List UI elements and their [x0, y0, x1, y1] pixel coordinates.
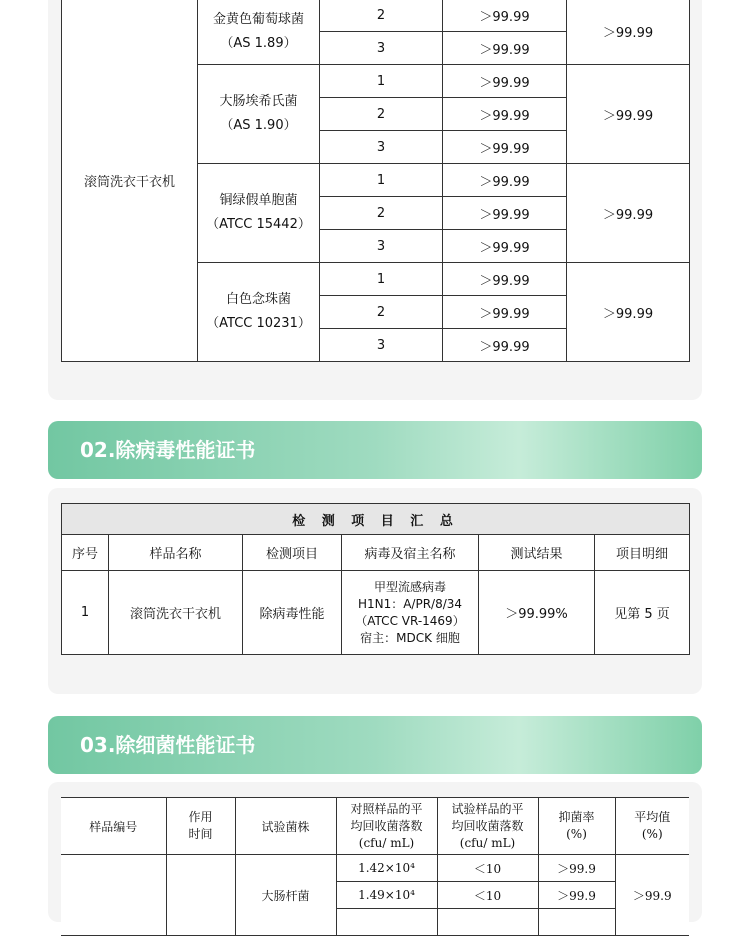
- replicate-cell: 1: [320, 164, 443, 197]
- replicate-cell: 2: [320, 197, 443, 230]
- sample-name-cell: 滚筒洗衣干衣机: [62, 0, 198, 362]
- virus-summary-table: [61, 503, 690, 655]
- row-number: 1: [62, 571, 109, 655]
- column-header: 序号: [62, 535, 109, 571]
- replicate-cell: 1: [320, 65, 443, 98]
- average-cell: ＞99.99: [567, 164, 690, 263]
- column-header: 检测项目: [243, 535, 342, 571]
- strain-cell: 大肠杆菌: [235, 855, 336, 936]
- section-banner-bacteria: 03.除细菌性能证书: [48, 716, 702, 774]
- replicate-cell: 3: [320, 329, 443, 362]
- rate-cell: ＞99.99: [443, 296, 567, 329]
- average-cell: ＞99.99: [567, 65, 690, 164]
- column-header: 试验菌株: [235, 798, 336, 855]
- column-header: 病毒及宿主名称: [342, 535, 479, 571]
- column-header: 平均值 (%): [615, 798, 689, 855]
- replicate-cell: 2: [320, 0, 443, 32]
- control-count: [336, 909, 437, 936]
- replicate-cell: 1: [320, 263, 443, 296]
- section-banner-virus: 02.除病毒性能证书: [48, 421, 702, 479]
- strain-cell: 金黄色葡萄球菌 （AS 1.89）: [198, 0, 320, 65]
- average-cell: ＞99.99: [567, 263, 690, 362]
- replicate-cell: 3: [320, 131, 443, 164]
- table-row: [62, 571, 690, 655]
- replicate-cell: 2: [320, 296, 443, 329]
- replicate-cell: 3: [320, 230, 443, 263]
- test-count: ＜10: [437, 855, 538, 882]
- bacteria-result-table: [61, 0, 690, 362]
- test-count: [437, 909, 538, 936]
- sample-name: 滚筒洗衣干衣机: [109, 571, 243, 655]
- rate-cell: ＞99.99: [443, 32, 567, 65]
- virus-host-cell: 甲型流感病毒 H1N1：A/PR/8/34 （ATCC VR-1469） 宿主：MDCK 细胞: [342, 571, 479, 655]
- table-row: [62, 0, 690, 32]
- rate-cell: ＞99.99: [443, 131, 567, 164]
- rate-cell: ＞99.99: [443, 0, 567, 32]
- detail-reference: 见第 5 页: [595, 571, 690, 655]
- column-header: 样品编号: [61, 798, 166, 855]
- average-cell: ＞99.99: [567, 0, 690, 65]
- strain-cell: 大肠埃希氏菌 （AS 1.90）: [198, 65, 320, 164]
- test-item: 除病毒性能: [243, 571, 342, 655]
- inhibition-rate: [538, 909, 615, 936]
- column-header: 作用 时间: [166, 798, 235, 855]
- rate-cell: ＞99.99: [443, 65, 567, 98]
- test-count: ＜10: [437, 882, 538, 909]
- control-count: 1.42×10⁴: [336, 855, 437, 882]
- sample-no-cell: [61, 855, 166, 936]
- strain-cell: 白色念珠菌 （ATCC 10231）: [198, 263, 320, 362]
- inhibition-rate: ＞99.9: [538, 855, 615, 882]
- column-header: 对照样品的平 均回收菌落数 (cfu/ mL): [336, 798, 437, 855]
- rate-cell: ＞99.99: [443, 230, 567, 263]
- table-title-row: [62, 504, 690, 535]
- rate-cell: ＞99.99: [443, 197, 567, 230]
- column-header: 抑菌率 (%): [538, 798, 615, 855]
- table-row: [61, 855, 689, 882]
- column-header: 样品名称: [109, 535, 243, 571]
- strain-cell: 铜绿假单胞菌 （ATCC 15442）: [198, 164, 320, 263]
- table-header-row: [62, 535, 690, 571]
- control-count: 1.49×10⁴: [336, 882, 437, 909]
- column-header: 测试结果: [479, 535, 595, 571]
- average-rate: ＞99.9: [615, 855, 689, 936]
- test-result: ＞99.99%: [479, 571, 595, 655]
- replicate-cell: 2: [320, 98, 443, 131]
- rate-cell: ＞99.99: [443, 98, 567, 131]
- column-header: 试验样品的平 均回收菌落数 (cfu/ mL): [437, 798, 538, 855]
- rate-cell: ＞99.99: [443, 164, 567, 197]
- rate-cell: ＞99.99: [443, 329, 567, 362]
- inhibition-rate: ＞99.9: [538, 882, 615, 909]
- summary-title: 检 测 项 目 汇 总: [62, 504, 690, 535]
- time-cell: [166, 855, 235, 936]
- column-header: 项目明细: [595, 535, 690, 571]
- antibacterial-table: [61, 797, 689, 936]
- rate-cell: ＞99.99: [443, 263, 567, 296]
- replicate-cell: 3: [320, 32, 443, 65]
- table-header-row: [61, 798, 689, 855]
